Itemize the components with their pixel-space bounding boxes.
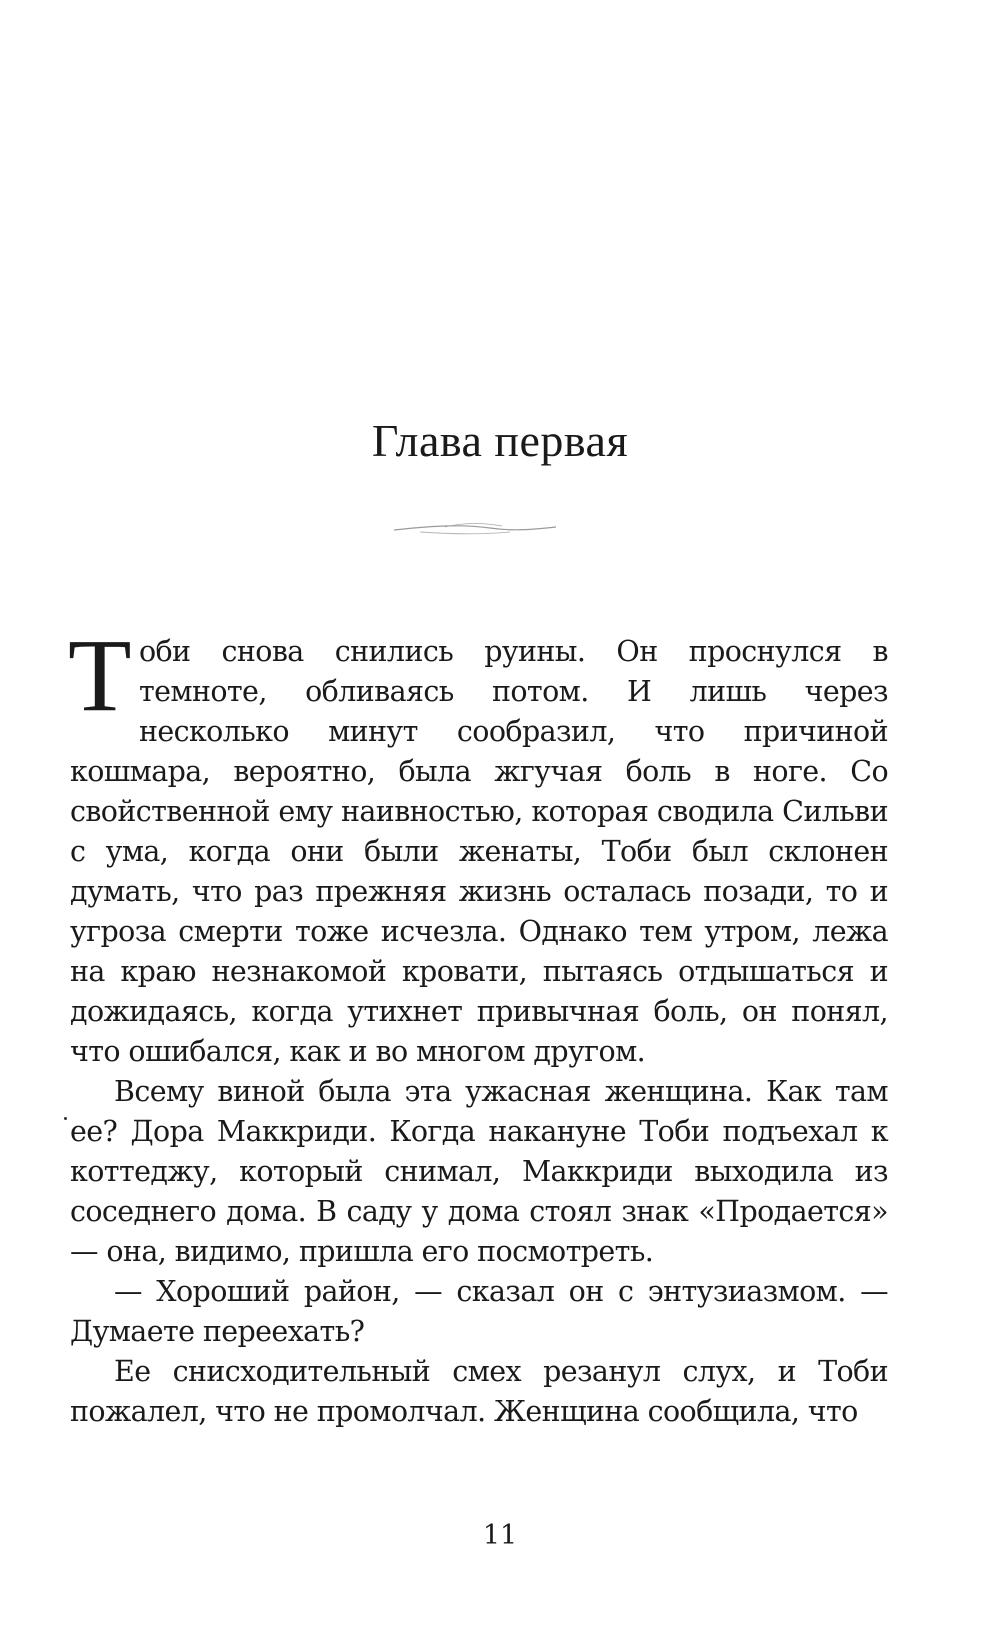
print-speck [64, 1117, 67, 1120]
chapter-body [68, 618, 888, 1432]
page-number: 11 [482, 1520, 518, 1551]
paragraph-3: — Хороший район, — сказал он с энтузиазмом. — Думаете переехать? [70, 1275, 888, 1348]
decorative-divider-icon [390, 518, 560, 542]
paragraph-2: Всему виной была эта ужасная женщина. Как там ее? Дора Маккриди. Когда накануне Тоби подъехал к коттеджу, который снимал, Маккриди выходила из соседнего дома. В саду у дома стоял знак «Продается» — она, видимо, пришла его посмотреть. [70, 1075, 888, 1268]
paragraph-4: Ее снисходительный смех резанул слух, и Тоби пожалел, что не промолчал. Женщина сообщила, что [70, 1355, 888, 1428]
drop-cap: Т [68, 618, 131, 733]
chapter-title: Глава первая [371, 415, 629, 466]
paragraph-1 [68, 618, 888, 1072]
paragraph-text: оби снова снились руины. Он проснулся в темноте, обливаясь потом. И лишь через несколько минут сообразил, что причиной кошмара, вероятно, была жгучая боль в ноге. Со свойственной ему наивностью, которая сводила Сильви с ума, когда они были женаты, Тоби был склонен думать, что раз прежняя жизнь осталась позади, то и угроза смерти тоже исчезла. Однако тем утром, лежа на краю незнакомой кровати, пытаясь отдышаться и дожидаясь, когда утихнет привычная боль, он понял, что ошибался, как и во многом другом. [70, 635, 888, 1068]
